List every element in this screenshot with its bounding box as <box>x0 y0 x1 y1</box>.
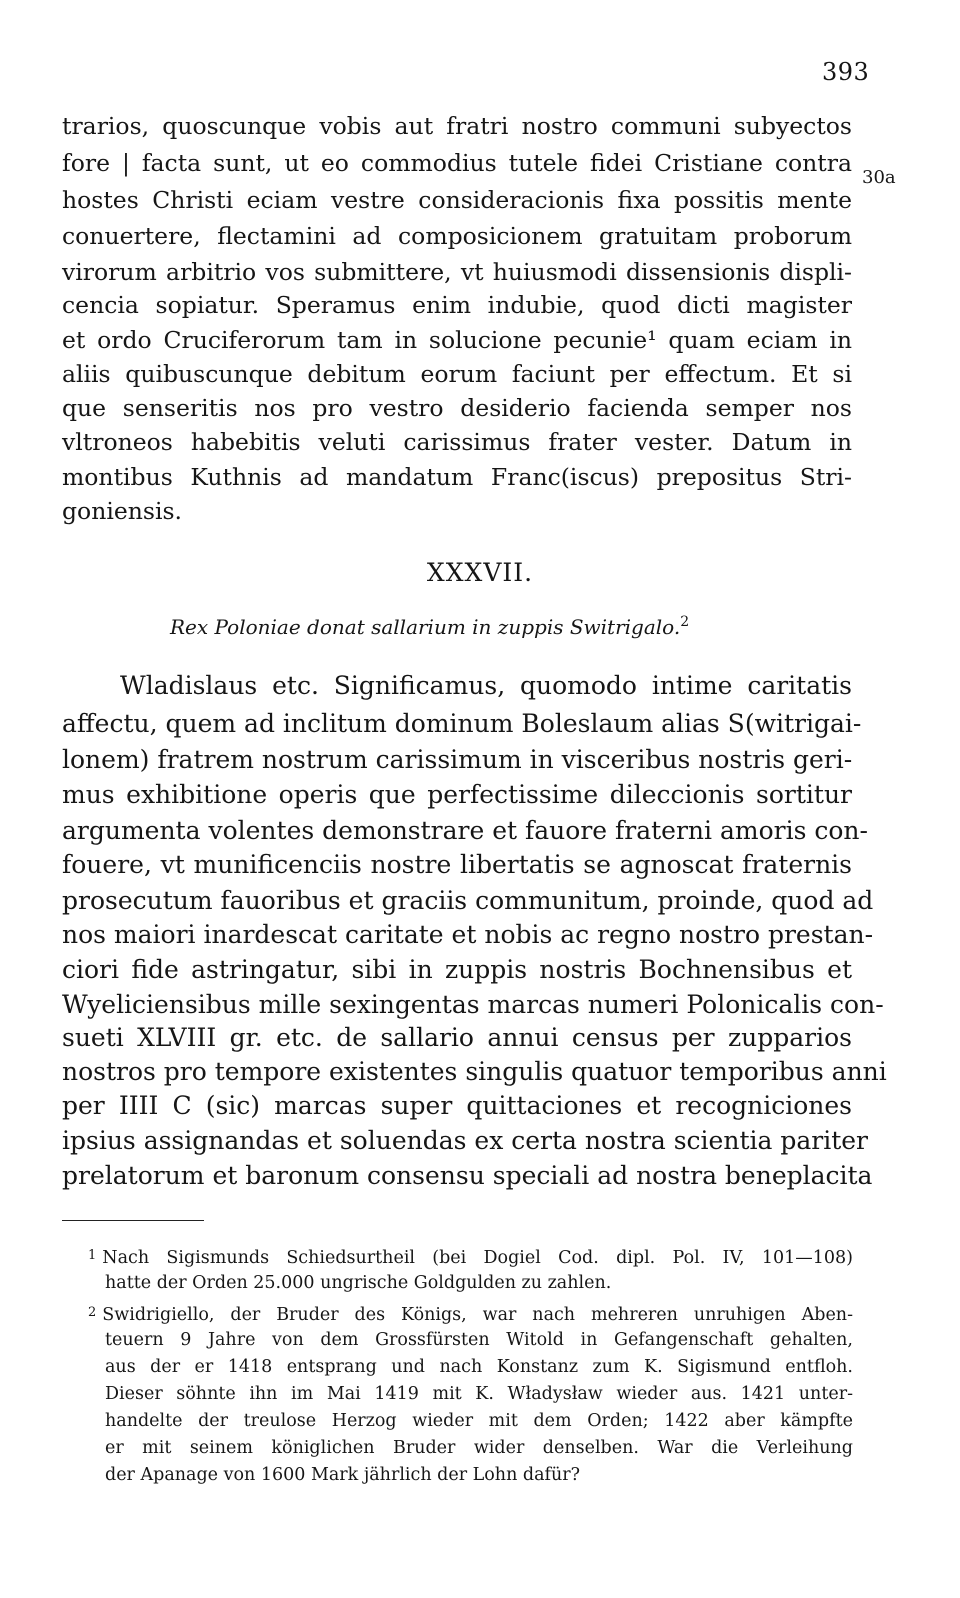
body-line: montibus Kuthnis ad mandatum Franc(iscus) prepositus Stri- <box>62 463 852 491</box>
body-line: fore | facta sunt, ut eo commodius tutele fidei Cristiane contra <box>62 149 852 177</box>
footnote-reference: 2 <box>680 614 690 630</box>
document-line: Wladislaus etc. Significamus, quomodo intime caritatis <box>120 671 852 700</box>
document-line: ciori fide astringatur, sibi in zuppis nostris Bochnensibus et <box>62 955 852 984</box>
body-line: conuertere, flectamini ad composicionem gratuitam proborum <box>62 222 852 250</box>
footnote-line: er mit seinem königlichen Bruder wider denselben. War die Verleihung <box>105 1438 853 1458</box>
document-line: Wyeliciensibus mille sexingentas marcas numeri Polonicalis con- <box>62 990 884 1019</box>
body-line: vltroneos habebitis veluti carissimus frater vester. Datum in <box>62 428 852 456</box>
document-line: lonem) fratrem nostrum carissimum in visceribus nostris geri- <box>62 745 853 774</box>
footnote-text: Swidrigiello, der Bruder des Königs, war nach mehreren unruhigen Aben- <box>102 1305 853 1325</box>
footnote-line: der Apanage von 1600 Mark jährlich der Lohn dafür? <box>105 1465 581 1485</box>
document-number: XXXVII. <box>426 558 534 587</box>
footnote-line: teuern 9 Jahre von dem Grossfürsten Witold in Gefangenschaft gehalten, <box>105 1330 853 1350</box>
body-line: trarios, quoscunque vobis aut fratri nostro communi subyectos <box>62 112 852 140</box>
body-line: aliis quibuscunque debitum eorum faciunt per effectum. Et si <box>62 360 852 388</box>
body-line: que senseritis nos pro vestro desiderio facienda semper nos <box>62 394 852 422</box>
footnote-line <box>88 1300 853 1326</box>
body-line: hostes Christi eciam vestre consideracionis fixa possitis mente <box>62 186 852 214</box>
footnote-line: handelte der treulose Herzog wieder mit dem Orden; 1422 aber kämpfte <box>105 1411 853 1431</box>
document-line: per IIII C (sic) marcas super quittaciones et recogniciones <box>62 1091 852 1120</box>
document-line: fouere, vt munificenciis nostre libertatis se agnoscat fraternis <box>62 850 852 879</box>
document-line: mus exhibitione operis que perfectissime dileccionis sortitur <box>62 780 852 809</box>
footnote-line: aus der er 1418 entsprang und nach Konstanz zum K. Sigismund entfloh. <box>105 1357 853 1377</box>
footnote-line: Dieser söhnte ihn im Mai 1419 mit K. Władysław wieder aus. 1421 unter- <box>105 1384 853 1404</box>
footnote-line <box>88 1243 853 1269</box>
page-number: 393 <box>822 58 870 86</box>
footnote-separator <box>62 1220 204 1221</box>
document-line: prosecutum fauoribus et graciis communitum, proinde, quod ad <box>62 886 874 915</box>
document-line: ipsius assignandas et soluendas ex certa nostra scientia pariter <box>62 1126 868 1155</box>
document-line: nos maiori inardescat caritate et nobis ac regno nostro prestan- <box>62 920 874 949</box>
body-line: goniensis. <box>62 497 182 525</box>
body-line: cencia sopiatur. Speramus enim indubie, quod dicti magister <box>62 291 852 319</box>
document-title <box>170 614 689 639</box>
document-line: argumenta volentes demonstrare et fauore fraterni amoris con- <box>62 816 868 845</box>
document-line: affectu, quem ad inclitum dominum Boleslaum alias S(witrigai- <box>62 709 862 738</box>
document-line: nostros pro tempore existentes singulis quatuor temporibus anni <box>62 1057 887 1086</box>
document-title-text: Rex Poloniae donat sallarium in zuppis Switrigalo. <box>170 615 681 639</box>
body-line: et ordo Cruciferorum tam in solucione pecunie¹ quam eciam in <box>62 326 852 354</box>
margin-note: 30a <box>862 167 896 188</box>
footnote-text: Nach Sigismunds Schiedsurtheil (bei Dogiel Cod. dipl. Pol. IV, 101—108) <box>102 1248 853 1268</box>
footnote-line: hatte der Orden 25.000 ungrische Goldgulden zu zahlen. <box>105 1273 612 1293</box>
document-line: prelatorum et baronum consensu speciali ad nostra beneplacita <box>62 1161 873 1190</box>
footnote-number: 2 <box>88 1305 97 1320</box>
footnote-number: 1 <box>88 1248 97 1263</box>
body-line: virorum arbitrio vos submittere, vt huiusmodi dissensionis displi- <box>62 258 852 286</box>
document-line: sueti XLVIII gr. etc. de sallario annui census per zupparios <box>62 1023 852 1052</box>
